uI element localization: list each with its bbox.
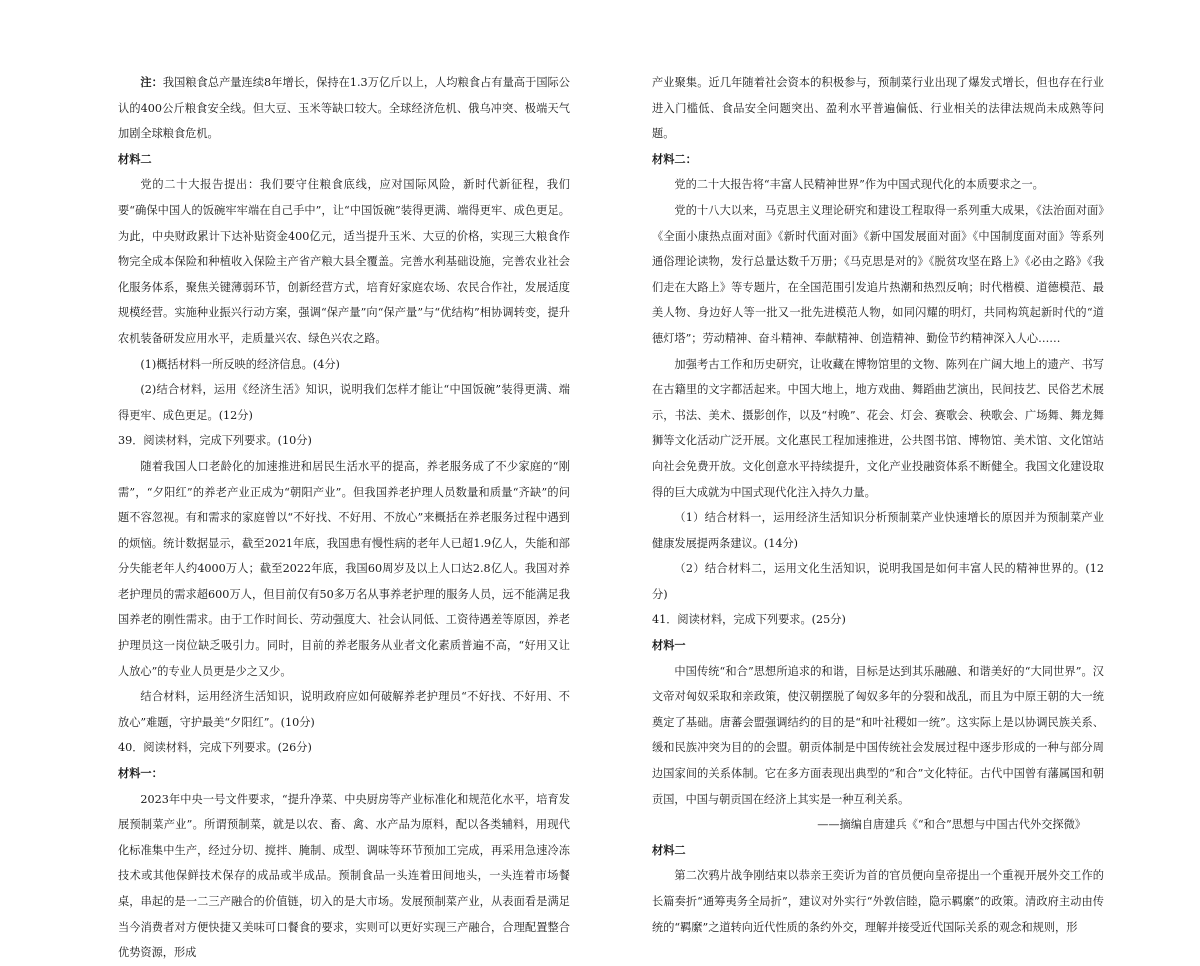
right-column bbox=[652, 70, 1104, 940]
continued-text: 产业聚集。近几年随着社会资本的积极参与，预制菜行业出现了爆发式增长，但也存在行业进入门槛低、食品安全问题突出、盈利水平普遍偏低、行业相关的法律法规尚未成熟等问题。 bbox=[652, 76, 1104, 141]
note-label: 注： bbox=[140, 75, 163, 89]
material-2-paragraph-2: 党的十八大以来，马克思主义理论研究和建设工程取得一系列重大成果，《法治面对面》《全面小康热点面对面》《新时代面对面》《新中国发展面对面》《中国制度面对面》等系列通俗理论读物，发行总量达数千万册；《马克思是对的》《脱贫攻坚在路上》《必由之路》《我们走在大路上》等专题片，在全国范围引发追片热潮和热烈反响；时代楷模、道德模范、最美人物、身边好人等一批又一批先进模范人物，如同闪耀的明灯，共同构筑起新时代的“道德灯塔”；劳动精神、奋斗精神、奉献精神、创造精神、勤俭节约精神深入人心…… bbox=[652, 203, 1104, 345]
material-2-text: 党的二十大报告提出：我们要守住粮食底线，应对国际风险，新时代新征程，我们要“确保中国人的饭碗牢牢端在自己手中”，让“中国饭碗”装得更满、端得更牢、成色更足。为此，中央财政累计下达补贴资金400亿元，适当提升玉米、大豆的价格，实现三大粮食作物完全成本保险和种植收入保险主产省产粮大县全覆盖。完善水利基础设施，完善农业社会化服务体系，聚焦关键薄弱环节，创新经营方式，培育好家庭农场、农民合作社，发展适度规模经营。实施种业振兴行动方案，强调“保产量”向“保产量”与“优结构”相协调转变，提升农机装备研发应用水平，走质量兴农、绿色兴农之路。 bbox=[118, 178, 570, 345]
question-40-material-1-heading: 材料一： bbox=[118, 766, 163, 781]
material-2-paragraph-1: 党的二十大报告将“丰富人民精神世界”作为中国式现代化的本质要求之一。 bbox=[674, 178, 1044, 192]
question-40-heading: 40．阅读材料，完成下列要求。(26分) bbox=[118, 741, 312, 755]
question-38-2: (2)结合材料，运用《经济生活》知识，说明我们怎样才能让“中国饭碗”装得更满、端得更牢、成色更足。(12分) bbox=[118, 383, 570, 422]
question-38-1: (1)概括材料一所反映的经济信息。(4分) bbox=[140, 357, 340, 371]
left-column bbox=[118, 70, 570, 966]
question-40-material-1-text: 2023年中央一号文件要求，“提升净菜、中央厨房等产业标准化和规范化水平，培育发展预制菜产业”。所谓预制菜，就是以农、畜、禽、水产品为原料，配以各类辅料，用现代化标准集中生产，经过分切、搅拌、腌制、成型、调味等环节预加工完成，再采用急速冷冻技术或其他保鲜技术保存的成品或半成品。预制食品一头连着田间地头，一头连着市场餐桌，串起的是一二三产融合的价值链，切入的是大市场。发展预制菜产业，从表面看是满足当今消费者对方便快捷又美味可口餐食的要求，实则可以更好实现三产融合，合理配置整合优势资源，形成 bbox=[118, 792, 570, 960]
question-41-material-1-text: 中国传统“和合”思想所追求的和谐，目标是达到其乐融融、和谐美好的“大同世界”。汉文帝对匈奴采取和亲政策，使汉朝摆脱了匈奴多年的分裂和战乱，而且为中原王朝的大一统奠定了基础。唐蕃会盟强调结约的目的是“和叶社稷如一统”。这实际上是以协调民族关系、缓和民族冲突为目的的会盟。朝贡体制是中国传统社会发展过程中逐步形成的一种与部分周边国家间的关系体制。它在多方面表现出典型的“和合”文化特征。古代中国曾有藩属国和朝贡国，中国与朝贡国在经济上其实是一种互利关系。 bbox=[652, 664, 1104, 806]
question-39-requirement: 结合材料，运用经济生活知识，说明政府应如何破解养老护理员“不好找、不好用、不放心”难题，守护最美“夕阳红”。(10分) bbox=[118, 690, 570, 729]
question-40-2: （2）结合材料二，运用文化生活知识，说明我国是如何丰富人民的精神世界的。(12分) bbox=[652, 562, 1104, 601]
note-text: 我国粮食总产量连续8年增长，保持在1.3万亿斤以上，人均粮食占有量高于国际公认的400公斤粮食安全线。但大豆、玉米等缺口较大。全球经济危机、俄乌冲突、极端天气加剧全球粮食危机。 bbox=[118, 76, 570, 141]
question-40-material-2-heading: 材料二： bbox=[652, 151, 697, 166]
question-40-1: （1）结合材料一，运用经济生活知识分析预制菜产业快速增长的原因并为预制菜产业健康发展提两条建议。(14分) bbox=[652, 511, 1104, 550]
note-paragraph bbox=[118, 70, 570, 147]
question-41-material-2-heading: 材料二 bbox=[652, 842, 686, 857]
material-2-paragraph-3: 加强考古工作和历史研究，让收藏在博物馆里的文物、陈列在广阔大地上的遗产、书写在古籍里的文字都活起来。中国大地上，地方戏曲、舞蹈曲艺演出，民间技艺、民俗艺术展示，书法、美术、摄影创作，以及“村晚”、花会、灯会、赛歌会、秧歌会、广场舞、舞龙舞狮等文化活动广泛开展。文化惠民工程加速推进，公共图书馆、博物馆、美术馆、文化馆站向社会免费开放。文化创意水平持续提升，文化产业投融资体系不断健全。我国文化建设取得的巨大成就为中国式现代化注入持久力量。 bbox=[652, 357, 1104, 499]
question-41-source: ——摘编自唐建兵《“和合”思想与中国古代外交探微》 bbox=[817, 818, 1086, 832]
question-41-material-2-text: 第二次鸦片战争刚结束以恭亲王奕䜣为首的官员便向皇帝提出一个重视开展外交工作的长篇奏折“通筹夷务全局折”，建议对外实行“外敦信睦，隐示羁縻”的政策。清政府主动由传统的“羁縻”之道转向近代性质的条约外交，理解并接受近代国际关系的观念和规则，形 bbox=[652, 869, 1104, 934]
question-39-heading: 39．阅读材料，完成下列要求。(10分) bbox=[118, 434, 312, 448]
question-39-material: 随着我国人口老龄化的加速推进和居民生活水平的提高，养老服务成了不少家庭的“刚需”，“夕阳红”的养老产业正成为“朝阳产业”。但我国养老护理人员数量和质量“齐缺”的问题不容忽视。有和需求的家庭曾以“不好找、不好用、不放心”来概括在养老服务过程中遇到的烦恼。统计数据显示，截至2021年底，我国患有慢性病的老年人已超1.9亿人，失能和部分失能老年人约4000万人；截至2022年底，我国60周岁及以上人口达2.8亿人。我国对养老护理员的需求超600万人，但目前仅有50多万名从事养老护理的服务人员，远不能满足我国养老的刚性需求。由于工作时间长、劳动强度大、社会认同低、工资待遇差等原因，养老护理员这一岗位缺乏吸引力。同时，目前的养老服务从业者文化素质普遍不高，“好用又让人放心”的专业人员更是少之又少。 bbox=[118, 459, 570, 678]
material-2-heading: 材料二 bbox=[118, 151, 152, 166]
question-41-heading: 41．阅读材料，完成下列要求。(25分) bbox=[652, 613, 846, 627]
question-41-material-1-heading: 材料一 bbox=[652, 638, 686, 653]
